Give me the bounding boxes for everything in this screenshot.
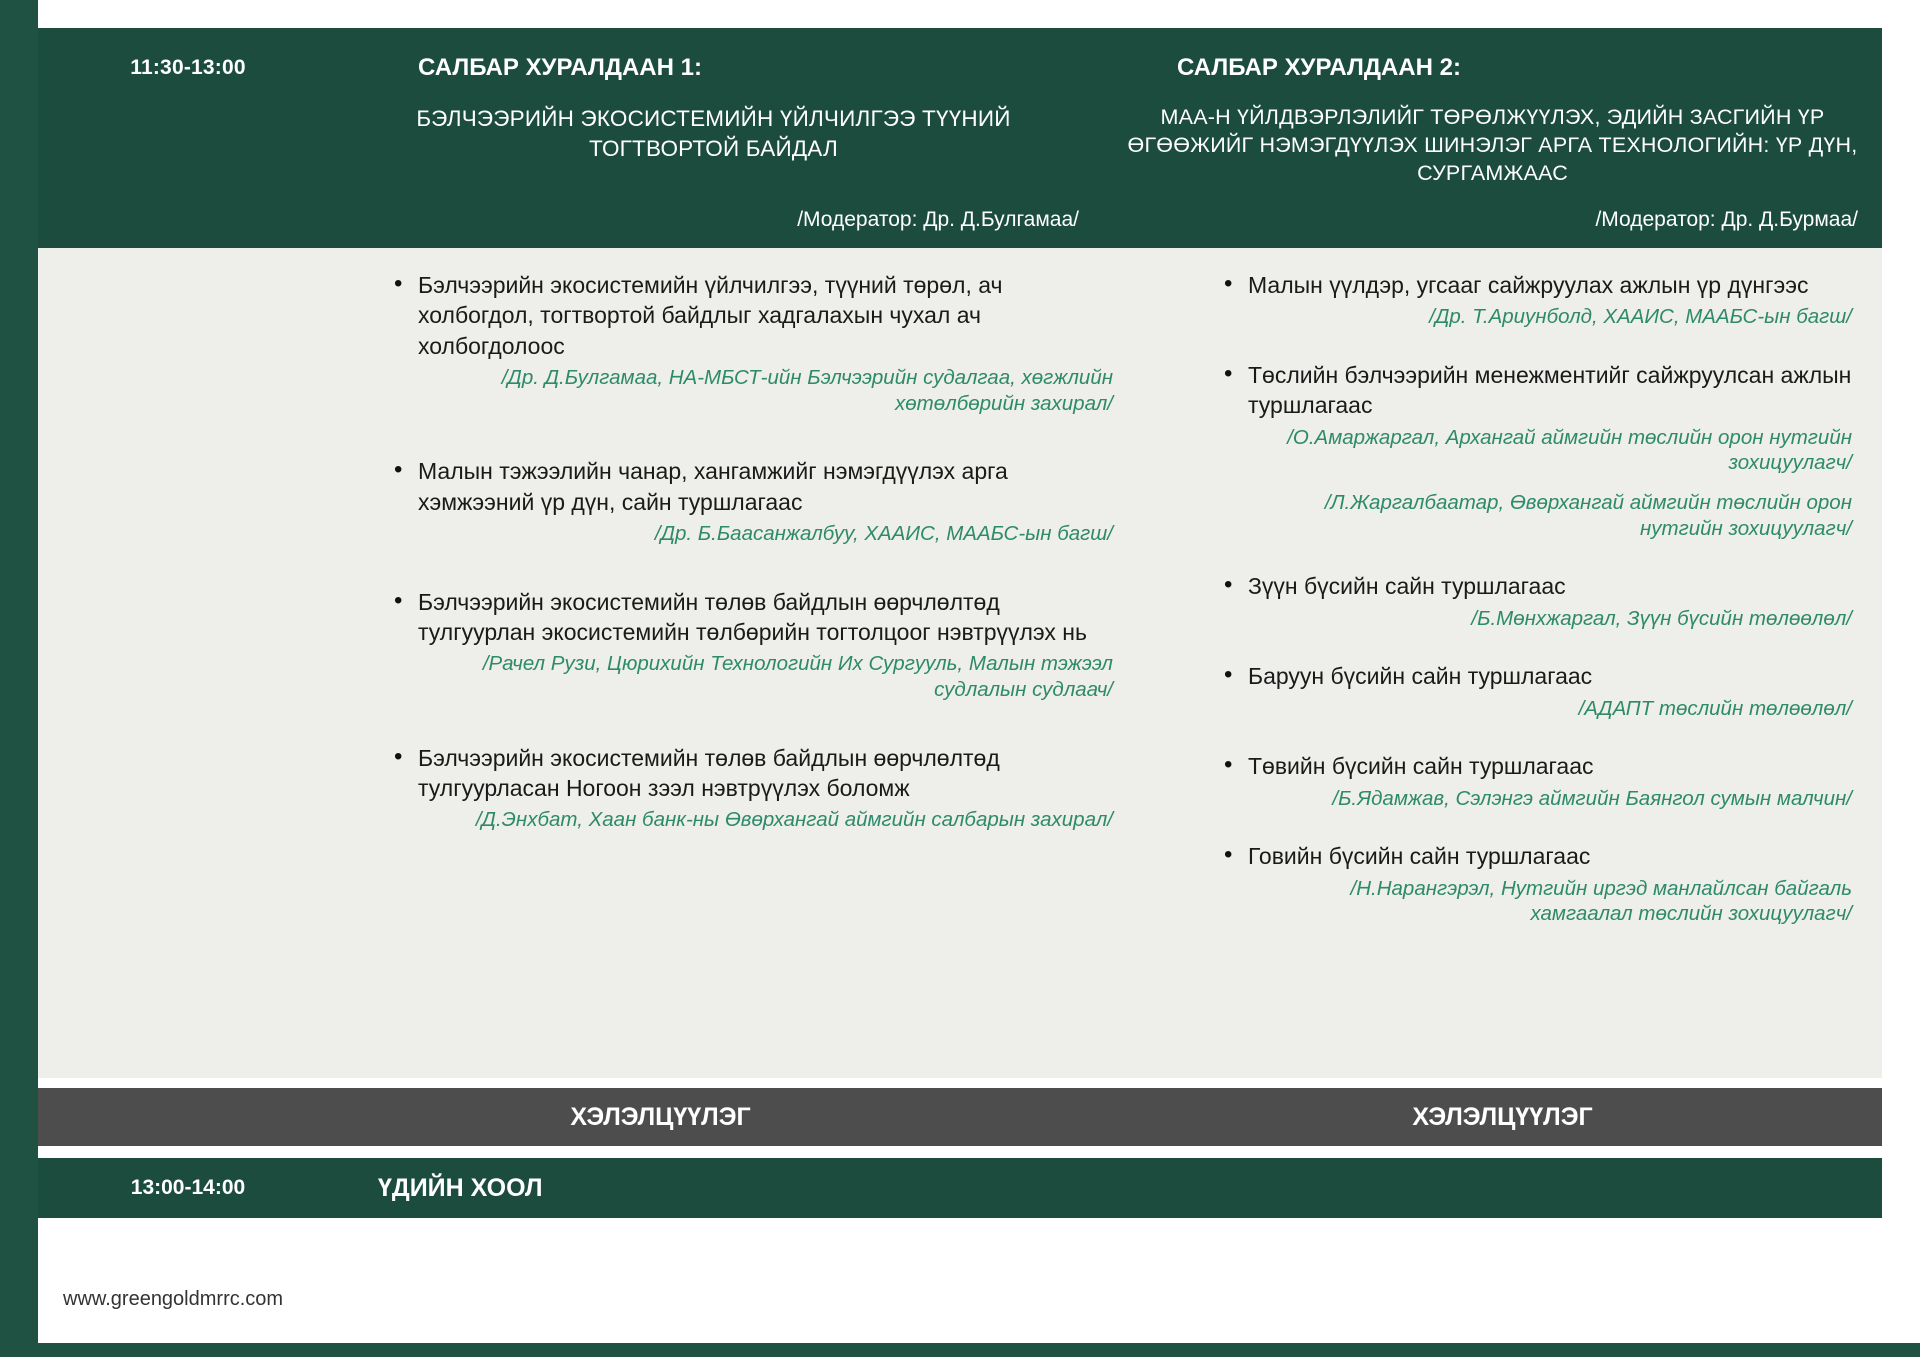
item-title: • Бэлчээрийн экосистемийн төлөв байдлын өөрчлөлтөд тулгуурлан экосистемийн төлбөрийн тогтолцоог нэвтрүүлэх нь bbox=[418, 588, 1087, 646]
discussion-label-2: ХЭЛЭЛЦҮҮЛЭГ bbox=[1412, 1102, 1593, 1131]
discussion-label-1: ХЭЛЭЛЦҮҮЛЭГ bbox=[570, 1102, 751, 1131]
item-title: • Говийн бүсийн сайн туршлагаас bbox=[1248, 843, 1591, 870]
time-slot-cell bbox=[38, 28, 338, 248]
time-slot-label: 11:30-13:00 bbox=[130, 56, 246, 79]
item-title: • Малын үүлдэр, угсааг сайжруулах ажлын үр дүнгээс bbox=[1248, 272, 1809, 298]
session2-header bbox=[1103, 28, 1882, 248]
session2-item-list bbox=[1218, 270, 1852, 927]
list-item bbox=[1218, 661, 1852, 721]
list-item bbox=[1218, 751, 1852, 811]
item-speaker: /Д.Энхбат, Хаан банк-ны Өвөрхангай аймгийн салбарын захирал/ bbox=[475, 808, 1113, 832]
lunch-title: ҮДИЙН ХООЛ bbox=[378, 1173, 543, 1202]
page-content bbox=[38, 0, 1920, 1357]
session2-body bbox=[1143, 248, 1882, 1078]
list-item bbox=[388, 270, 1113, 416]
session1-title: БЭЛЧЭЭРИЙН ЭКОСИСТЕМИЙН ҮЙЛЧИЛГЭЭ ТҮҮНИЙ ТОГТВОРТОЙ БАЙДАЛ bbox=[416, 106, 1011, 162]
item-title: • Малын тэжээлийн чанар, хангамжийг нэмэгдүүлэх арга хэмжээний үр дүн, сайн туршлагаас bbox=[418, 458, 1008, 515]
list-item bbox=[388, 587, 1113, 703]
session2-label: САЛБАР ХУРАЛДААН 2: bbox=[1177, 54, 1461, 81]
item-speaker: /О.Амаржаргал, Архангай аймгийн төслийн орон нутгийн зохицуулагч/ bbox=[1287, 425, 1852, 475]
item-speaker: /Др. Т.Ариунболд, ХААИС, МААБС-ын багш/ bbox=[1429, 305, 1852, 329]
list-item bbox=[388, 456, 1113, 546]
list-item bbox=[388, 743, 1113, 833]
item-speaker: /АДАПТ төслийн төлөөлөл/ bbox=[1578, 696, 1852, 720]
list-item bbox=[1218, 841, 1852, 927]
list-item bbox=[1218, 360, 1852, 541]
item-speaker: /Б.Ядамжав, Сэлэнгэ аймгийн Баянгол сумын малчин/ bbox=[1332, 786, 1852, 810]
item-title: • Баруун бүсийн сайн туршлагаас bbox=[1248, 663, 1593, 690]
item-speaker: /Н.Нарангэрэл, Нутгийн иргэд манлайлсан байгаль хамгаалал төслийн зохицуулагч/ bbox=[1350, 876, 1852, 926]
item-title: • Бэлчээрийн экосистемийн үйлчилгээ, түүний төрөл, ач холбогдол, тогтвортой байдлыг хадгалахын чухал ач холбогдолоос bbox=[418, 272, 1003, 359]
discussion-bar bbox=[38, 1088, 1882, 1146]
session1-header bbox=[338, 28, 1103, 248]
item-speaker: /Др. Б.Баасанжалбуу, ХААИС, МААБС-ын багш/ bbox=[654, 522, 1113, 546]
item-title: • Бэлчээрийн экосистемийн төлөв байдлын өөрчлөлтөд тулгуурласан Ногоон зээл нэвтрүүлэх боломж bbox=[418, 744, 1000, 801]
session1-label: САЛБАР ХУРАЛДААН 1: bbox=[418, 54, 702, 81]
session2-title: МАА-Н ҮЙЛДВЭРЛЭЛИЙГ ТӨРӨЛЖҮҮЛЭХ, ЭДИЙН ЗАСГИЙН ҮР ӨГӨӨЖИЙГ НЭМЭГДҮҮЛЭХ ШИНЭЛЭГ АРГА ТЕХНОЛОГИЙН: ҮР ДҮН, СУРГАМЖААС bbox=[1127, 105, 1858, 185]
lunch-time-label: 13:00-14:00 bbox=[130, 1176, 246, 1199]
item-speaker: /Рачел Рузи, Цюрихийн Технологийн Их Сургууль, Малын тэжээл судлалын судлаач/ bbox=[482, 652, 1113, 702]
item-speaker: /Б.Мөнхжаргал, Зүүн бүсийн төлөөлөл/ bbox=[1471, 606, 1852, 630]
item-speaker: /Др. Д.Булгамаа, НА-МБСТ-ийн Бэлчээрийн судалгаа, хөгжлийн хөтөлбөрийн захирал/ bbox=[501, 366, 1113, 415]
session1-body bbox=[38, 248, 1143, 1078]
session1-item-list bbox=[388, 270, 1113, 833]
footer-url[interactable]: www.greengoldmrrc.com bbox=[63, 1288, 284, 1310]
list-item bbox=[1218, 270, 1852, 330]
left-accent-bar bbox=[0, 0, 38, 1357]
item-speaker: /Л.Жаргалбаатар, Өвөрхангай аймгийн төслийн орон нутгийн зохицуулагч/ bbox=[1324, 490, 1852, 540]
item-title: • Төслийн бэлчээрийн менежментийг сайжруулсан ажлын туршлагаас bbox=[1248, 361, 1852, 419]
session-body bbox=[38, 248, 1882, 1078]
lunch-bar bbox=[38, 1158, 1882, 1218]
list-item bbox=[1218, 571, 1852, 631]
session1-moderator: /Модератор: Др. Д.Булгамаа/ bbox=[797, 208, 1079, 231]
session-header bbox=[38, 28, 1882, 248]
item-title: • Төвийн бүсийн сайн туршлагаас bbox=[1248, 753, 1594, 780]
session2-moderator: /Модератор: Др. Д.Бурмаа/ bbox=[1595, 208, 1858, 231]
item-title: • Зүүн бүсийн сайн туршлагаас bbox=[1248, 573, 1566, 600]
